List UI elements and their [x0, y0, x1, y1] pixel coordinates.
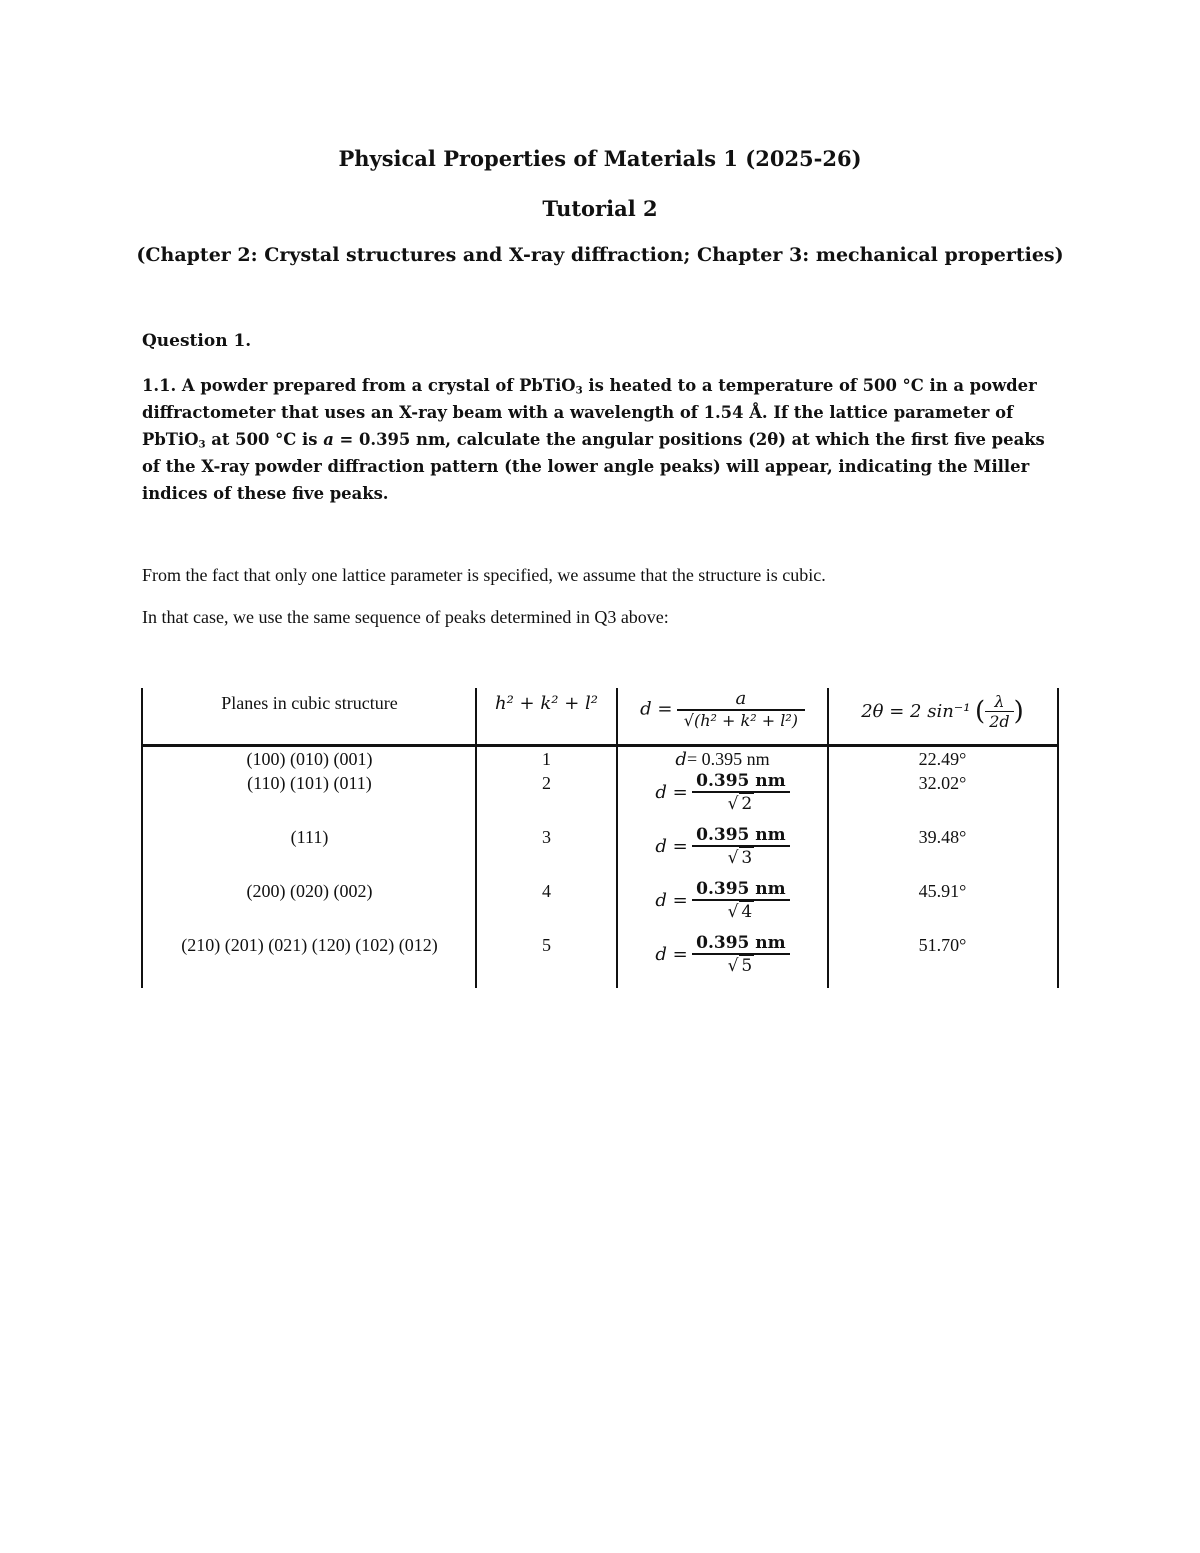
- row3-root-value: 3: [741, 848, 753, 868]
- row1-d-lhs: d: [675, 749, 687, 770]
- header-d-denominator: √(h² + k² + l²): [677, 709, 805, 730]
- row2-d-fraction: [692, 771, 790, 814]
- row5-planes: (210) (201) (021) (120) (102) (012): [181, 935, 438, 955]
- row5-angle: 51.70°: [918, 935, 967, 955]
- tutorial-title: Tutorial 2: [542, 196, 658, 221]
- row4-d: [617, 879, 828, 922]
- results-table: [141, 688, 1059, 988]
- header-hkl-sum: h² + k² + l²: [495, 693, 598, 714]
- row3-d-lhs: d =: [655, 836, 688, 857]
- row1-d-value: = 0.395 nm: [686, 749, 770, 769]
- row2-sum: 2: [542, 773, 551, 793]
- row5-d-fraction: [692, 933, 790, 976]
- answer-paragraph-2: In that case, we use the same sequence of peaks determined in Q3 above:: [142, 607, 669, 627]
- row3-planes: (111): [290, 827, 329, 847]
- row4-d-lhs: d =: [655, 890, 688, 911]
- header-angle-denominator: 2d: [985, 711, 1013, 731]
- paren-open: (: [975, 696, 986, 727]
- document-title: Physical Properties of Materials 1 (2025-26): [338, 146, 862, 171]
- row4-d-numerator: 0.395 nm: [696, 879, 786, 899]
- row4-sum: 4: [542, 881, 551, 901]
- question-text-part: 1.1. A powder prepared from a crystal of PbTiO: [142, 376, 576, 395]
- row5-root-value: 5: [741, 956, 753, 976]
- row3-sum: 3: [542, 827, 551, 847]
- row1-planes: (100) (010) (001): [246, 749, 373, 769]
- row1-d: [617, 749, 828, 770]
- row2-angle: 32.02°: [918, 773, 967, 793]
- table-header-rule: [141, 744, 1059, 747]
- header-d-numerator: a: [735, 688, 747, 709]
- row3-d-denominator: √ 3: [692, 845, 790, 868]
- row4-d-denominator: √ 4: [692, 899, 790, 922]
- row2-d-numerator: 0.395 nm: [696, 771, 786, 791]
- row2-root-value: 2: [741, 794, 753, 814]
- paren-close: ): [1013, 696, 1024, 727]
- row5-d: [617, 933, 828, 976]
- row2-planes: (110) (101) (011): [247, 773, 372, 793]
- row4-root-value: 4: [741, 902, 753, 922]
- row5-sum: 5: [542, 935, 551, 955]
- row3-d-numerator: 0.395 nm: [696, 825, 786, 845]
- header-angle-formula: [828, 692, 1057, 731]
- answer-paragraph-1: From the fact that only one lattice parameter is specified, we assume that the structure is cubic.: [142, 565, 826, 585]
- row2-d-denominator: √ 2: [692, 791, 790, 814]
- header-d-lhs: d =: [640, 698, 673, 720]
- subscript: 3: [575, 384, 583, 397]
- row4-angle: 45.91°: [918, 881, 967, 901]
- header-angle-numerator: λ: [994, 692, 1005, 711]
- row4-d-fraction: [692, 879, 790, 922]
- question-text-part: = 0.395 nm, calculate the angular positions (2θ) at which the first five peaks of the X-ray powder diffraction pattern (the lower angle peaks) will appear, indicating the Miller indices of these five peaks.: [142, 430, 1045, 503]
- chapters-subtitle: (Chapter 2: Crystal structures and X-ray diffraction; Chapter 3: mechanical properties): [136, 244, 1064, 266]
- subscript: 3: [198, 438, 206, 451]
- row3-angle: 39.48°: [918, 827, 967, 847]
- row3-d-fraction: [692, 825, 790, 868]
- table-border: [1057, 688, 1059, 988]
- question-text: [142, 372, 1067, 507]
- header-planes: Planes in cubic structure: [221, 693, 398, 713]
- header-d-formula: [617, 688, 828, 730]
- variable-a: a: [323, 430, 334, 449]
- row4-planes: (200) (020) (002): [246, 881, 373, 901]
- row1-angle: 22.49°: [918, 749, 967, 769]
- row2-d-lhs: d =: [655, 782, 688, 803]
- row5-d-denominator: √ 5: [692, 953, 790, 976]
- row2-d: [617, 771, 828, 814]
- header-angle-lhs: 2θ = 2 sin⁻¹: [861, 701, 971, 722]
- question-text-part: at 500 °C is: [205, 430, 324, 449]
- row3-d: [617, 825, 828, 868]
- row5-d-lhs: d =: [655, 944, 688, 965]
- question-text-part: is heated to a temperature of 500 °C in a powder diffractometer that uses an X-ray beam with a wavelength of 1.54 Å. If the lattice parameter of PbTiO: [142, 376, 1037, 449]
- header-d-fraction: [677, 688, 805, 730]
- header-angle-fraction: [985, 692, 1013, 731]
- question-heading: Question 1.: [142, 331, 252, 351]
- row5-d-numerator: 0.395 nm: [696, 933, 786, 953]
- row1-sum: 1: [542, 749, 551, 769]
